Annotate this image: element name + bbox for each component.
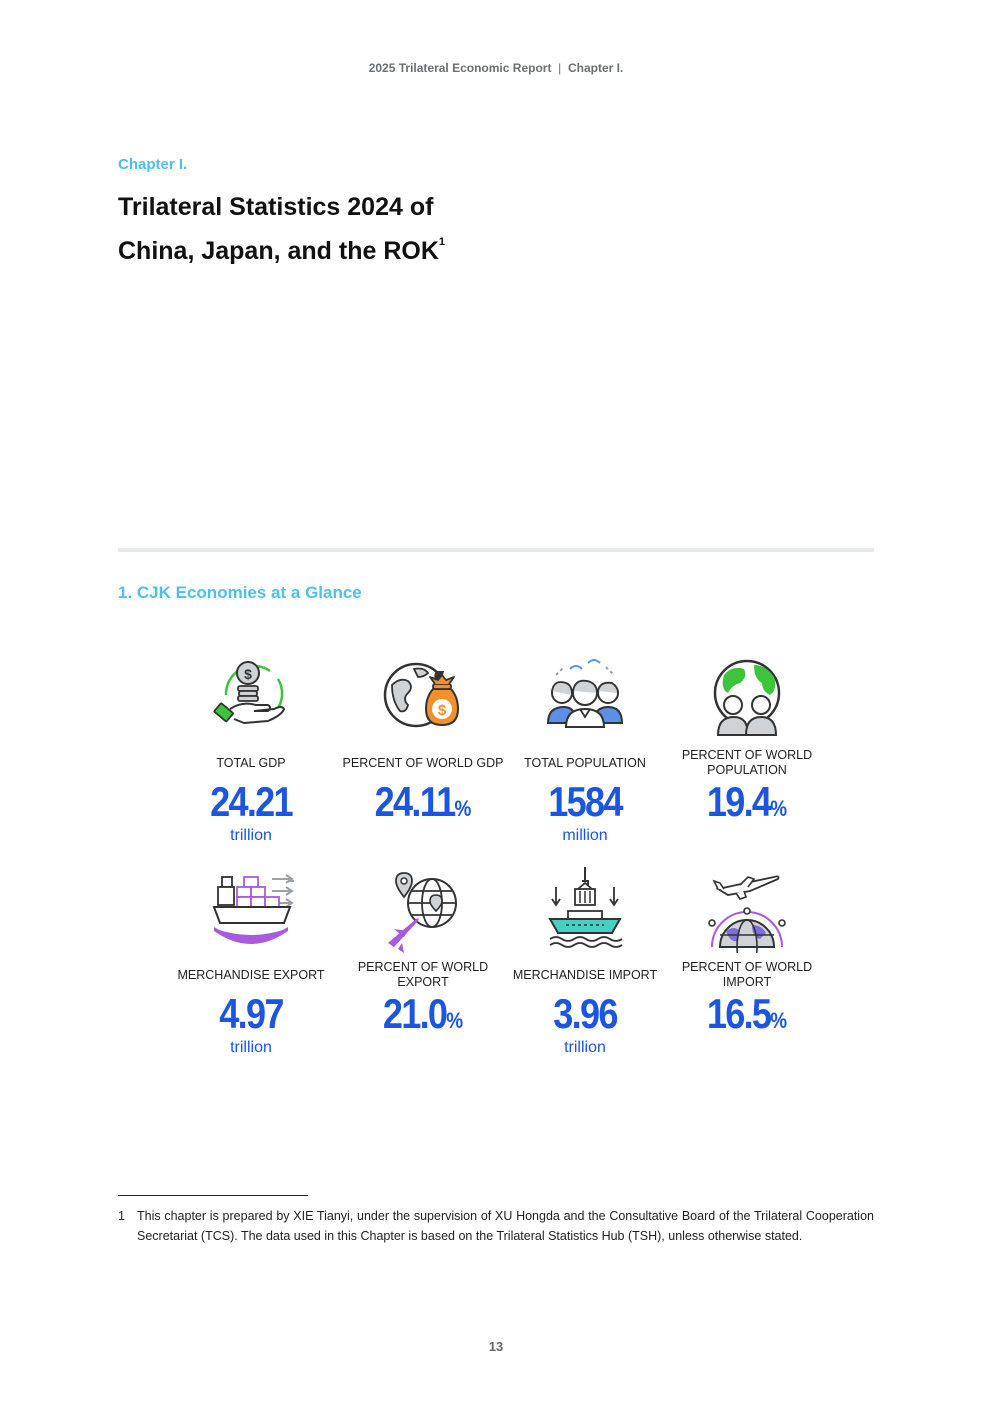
cargo-ship-export-icon (208, 867, 294, 953)
page-number: 13 (488, 1339, 504, 1354)
globe-money-bag-icon (380, 655, 466, 741)
stat-suffix: % (446, 1008, 464, 1033)
stat-merchandise-export (166, 867, 336, 1057)
svg-text:$: $ (437, 702, 447, 719)
stat-value: 16.5 (706, 990, 771, 1037)
stat-total-gdp (166, 655, 336, 845)
globe-airplane-icon (380, 867, 466, 953)
ship-crane-import-icon (542, 867, 628, 953)
header-chapter: Chapter I. (567, 61, 624, 75)
stat-value: 3.96 (553, 990, 617, 1037)
stat-label: TOTAL GDP (216, 755, 286, 770)
chapter-title-line1: Trilateral Statistics 2024 of (118, 193, 434, 221)
stat-label: PERCENT OF WORLD EXPORT (357, 960, 489, 989)
stat-unit: trillion (230, 827, 272, 844)
stat-unit: million (562, 827, 608, 844)
globe-people-icon (704, 655, 790, 741)
stat-label: PERCENT OF WORLD POPULATION (681, 748, 813, 777)
running-header (0, 61, 992, 75)
hand-coin-icon (208, 655, 294, 741)
stat-unit: trillion (564, 1039, 606, 1056)
stat-value: 21.0 (382, 990, 447, 1037)
section-title: 1. CJK Economies at a Glance (118, 583, 362, 602)
stat-suffix: % (454, 796, 472, 821)
stat-label: PERCENT OF WORLD GDP (342, 755, 504, 770)
stat-label: MERCHANDISE IMPORT (512, 967, 658, 982)
footnote (118, 1206, 874, 1246)
stat-merchandise-import (500, 867, 670, 1057)
chapter-label: Chapter I. (118, 156, 188, 173)
stat-label: TOTAL POPULATION (524, 755, 646, 770)
chapter-title-line2: China, Japan, and the ROK (118, 237, 439, 265)
stat-value: 24.21 (210, 778, 292, 825)
stat-value: 1584 (548, 778, 622, 825)
stat-value: 19.4 (706, 778, 771, 825)
stat-value: 4.97 (219, 990, 283, 1037)
header-report-title: 2025 Trilateral Economic Report (368, 61, 552, 75)
stat-percent-world-export (338, 867, 508, 1039)
stat-percent-world-gdp (338, 655, 508, 827)
footnote-text: This chapter is prepared by XIE Tianyi, under the supervision of XU Hongda and the Consultative Board of the Trilateral Cooperation Secretariat (TCS). The data used in this Chapter is based on the Trilateral Statistics Hub (TSH), unless otherwise stated. (137, 1209, 874, 1243)
stat-total-population (500, 655, 670, 845)
footnote-reference[interactable]: 1 (438, 236, 445, 248)
footnote-number: 1 (118, 1209, 125, 1223)
stat-suffix: % (770, 1008, 788, 1033)
stat-unit: trillion (230, 1039, 272, 1056)
people-group-icon (542, 655, 628, 741)
stat-suffix: % (770, 796, 788, 821)
footnote-rule (118, 1195, 308, 1196)
stat-value: 24.11 (374, 778, 455, 825)
chapter-title (118, 190, 538, 269)
svg-text:$: $ (244, 666, 252, 682)
header-separator: | (558, 61, 562, 75)
stat-label: MERCHANDISE EXPORT (177, 967, 325, 982)
stat-percent-world-import (662, 867, 832, 1039)
stat-label: PERCENT OF WORLD IMPORT (681, 960, 813, 989)
airplane-globe-network-icon (704, 867, 790, 953)
stat-percent-world-population (662, 655, 832, 827)
section-divider (118, 548, 874, 552)
